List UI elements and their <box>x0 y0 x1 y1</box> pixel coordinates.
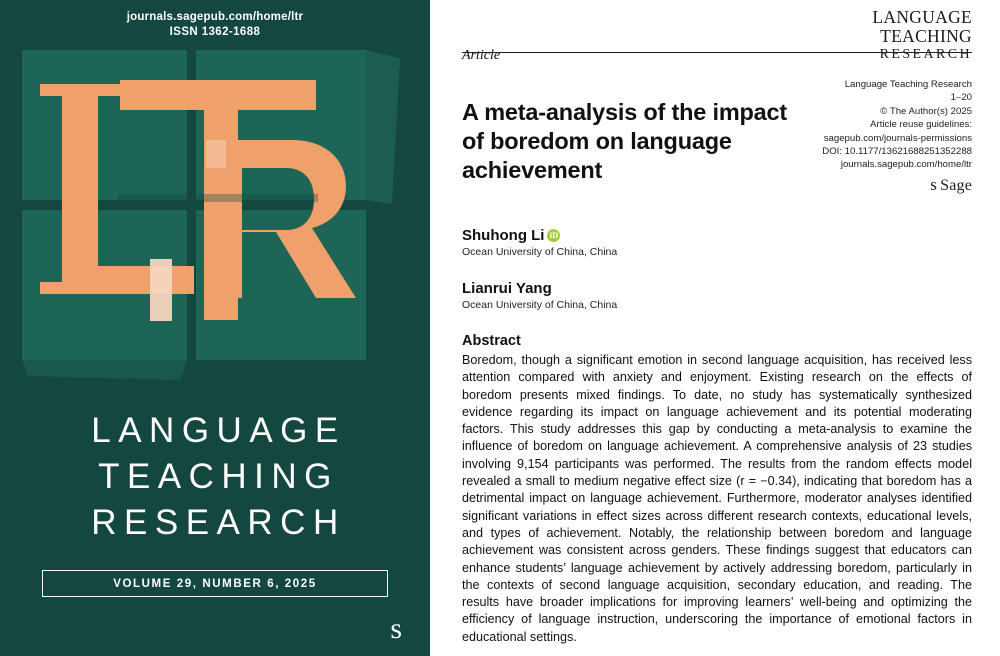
masthead-line-3: RESEARCH <box>879 47 972 62</box>
cover-artwork <box>0 44 430 399</box>
cover-title <box>0 408 430 546</box>
cover-title-line-1: LANGUAGE <box>91 411 346 450</box>
meta-line: 1–20 <box>950 92 972 104</box>
author-affiliation: Ocean University of China, China <box>462 299 618 311</box>
journal-masthead <box>872 8 972 64</box>
journal-cover <box>0 0 430 656</box>
author-affiliation: Ocean University of China, China <box>462 246 618 258</box>
author-name-row <box>462 280 972 297</box>
sage-wordmark: Sage <box>940 176 972 194</box>
meta-line-permissions-link[interactable]: sagepub.com/journals-permissions <box>823 132 972 144</box>
masthead-line-1: LANGUAGE <box>872 7 972 27</box>
cover-website-url: journals.sagepub.com/home/ltr <box>126 11 304 23</box>
abstract-heading: Abstract <box>462 333 521 349</box>
author-list <box>462 227 972 311</box>
orcid-icon[interactable]: iD <box>547 229 560 242</box>
sage-publisher-logo <box>712 174 972 194</box>
cover-title-line-3: RESEARCH <box>91 503 346 542</box>
author-entry <box>462 280 972 311</box>
meta-line: © The Author(s) 2025 <box>880 105 972 117</box>
author-name[interactable]: Shuhong Li <box>462 227 545 244</box>
author-name-row <box>462 227 972 244</box>
cover-title-line-2: TEACHING <box>98 457 339 496</box>
author-name[interactable]: Lianrui Yang <box>462 280 552 297</box>
cover-monogram-graphic <box>0 44 430 399</box>
sage-logo-icon: s <box>390 612 402 645</box>
header-divider <box>462 52 972 53</box>
article-metadata-block <box>712 78 972 192</box>
author-entry <box>462 227 972 258</box>
article-type-label: Article <box>462 48 501 63</box>
meta-line: Article reuse guidelines: <box>870 119 972 131</box>
meta-line: Language Teaching Research <box>844 79 972 90</box>
meta-line-journal-url[interactable]: journals.sagepub.com/home/ltr <box>840 159 972 171</box>
article-first-page <box>430 0 1000 656</box>
masthead-line-2: TEACHING <box>880 26 972 46</box>
sage-s-icon: s <box>930 174 938 194</box>
meta-line-doi[interactable]: DOI: 10.1177/13621688251352288 <box>822 146 972 158</box>
cover-issn: ISSN 1362-1688 <box>169 26 261 38</box>
article-title: A meta-analysis of the impact of boredom on language achievement <box>462 99 788 183</box>
cover-volume-badge: VOLUME 29, NUMBER 6, 2025 <box>42 570 388 597</box>
cover-website-block <box>0 10 430 40</box>
abstract-text: Boredom, though a significant emotion in second language acquisition, has received less attention compared with anxiety and enjoyment. Existing research on the effects of boredom presents mixed findings. To date, no study has systematically synthesized evidence regarding its impact on language achievement and its potential moderating factors. This study addresses this gap by conducting a meta-analysis to examine the influence of boredom on language achievement. A comprehensive analysis of 23 studies involving 9,154 participants was performed. The results from the random effects model revealed a small to medium negative effect size (r = −0.34), indicating that boredom has a detrimental impact on language achievement. Furthermore, moderator analyses identified significant variations in effect sizes across different research contexts, educational levels, and types of achievement. Notably, the relationship between boredom and language achievement was consistent across genders. These findings suggest that educators can enhance students’ language achievement by actively addressing boredom, particularly in the contexts of second language acquisition, secondary education, and reading. The results have broader implications for improving learners’ well-being and optimizing the efficiency of language instruction, underscoring the importance of emotional factors in educational settings. <box>462 353 972 644</box>
